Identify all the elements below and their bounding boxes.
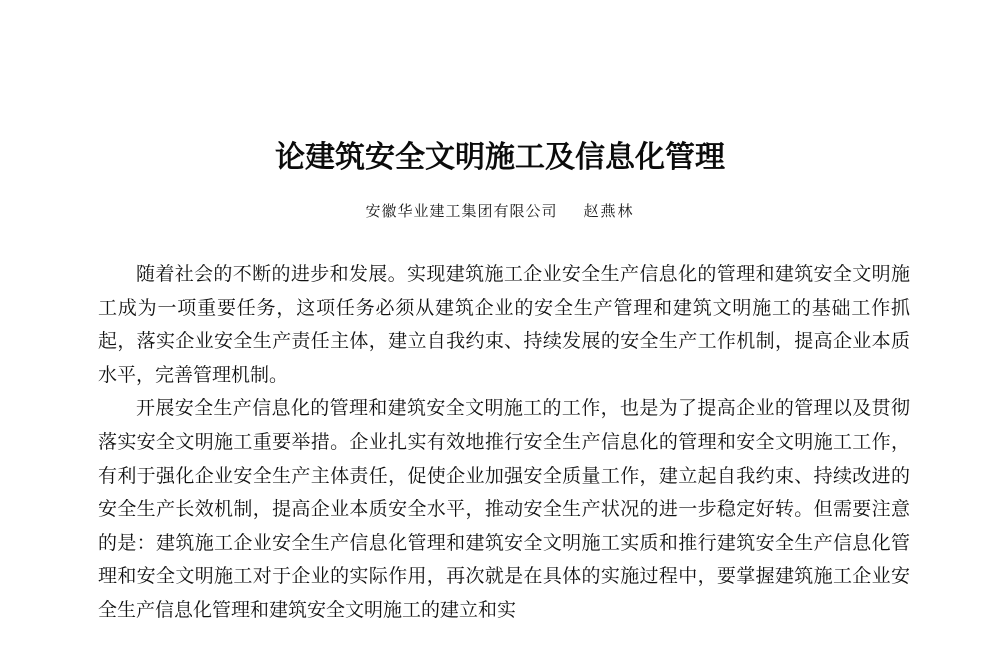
byline <box>0 200 1000 222</box>
document-body <box>98 258 910 628</box>
paragraph-2: 开展安全生产信息化的管理和建筑安全文明施工的工作，也是为了提高企业的管理以及贯彻落实安全文明施工重要举措。企业扎实有效地推行安全生产信息化的管理和安全文明施工工作，有利于强化企业安全生产主体责任，促使企业加强安全质量工作，建立起自我约束、持续改进的安全生产长效机制，提高企业本质安全水平，推动安全生产状况的进一步稳定好转。但需要注意的是：建筑施工企业安全生产信息化管理和建筑安全文明施工实质和推行建筑安全生产信息化管理和安全文明施工对于企业的实际作用，再次就是在具体的实施过程中，要掌握建筑施工企业安全生产信息化管理和建筑安全文明施工的建立和实 <box>98 397 910 621</box>
document-title: 论建筑安全文明施工及信息化管理 <box>275 140 725 175</box>
affiliation: 安徽华业建工集团有限公司 <box>365 202 558 220</box>
paragraph-1: 随着社会的不断的进步和发展。实现建筑施工企业安全生产信息化的管理和建筑安全文明施工成为一项重要任务，这项任务必须从建筑企业的安全生产管理和建筑文明施工的基础工作抓起，落实企业安全生产责任主体，建立自我约束、持续发展的安全生产工作机制，提高企业本质水平，完善管理机制。 <box>98 263 910 386</box>
author-name: 赵燕林 <box>583 202 635 220</box>
